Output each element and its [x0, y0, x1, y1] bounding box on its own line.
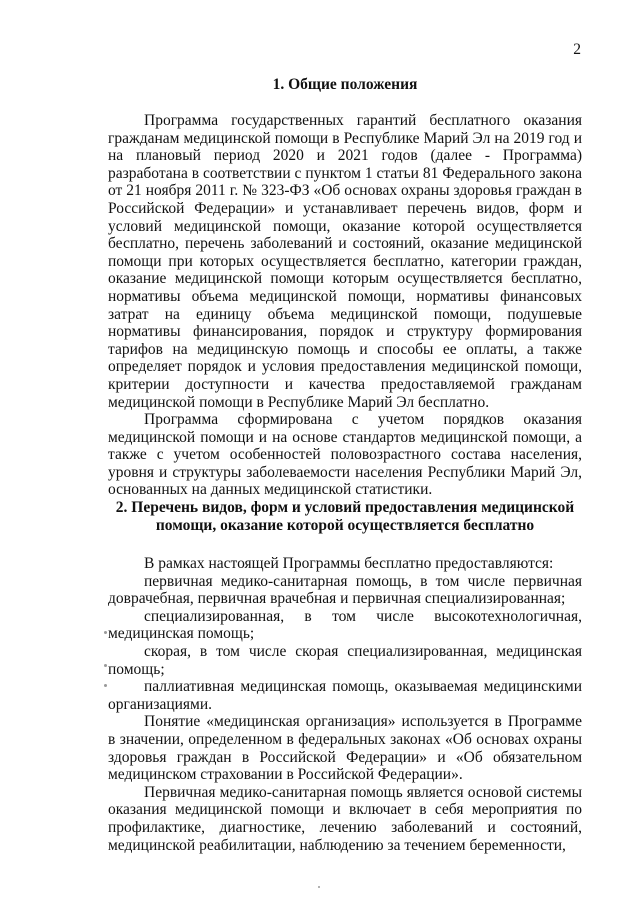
section-2-paragraph-7: Первичная медико-санитарная помощь является основой системы оказания медицинской помощи и включает в себя мероприятия по профилактике, диагностике, лечению заболеваний и состояний, медицинской реабилитации, наблюдению за течением беременности,: [108, 783, 582, 854]
section-2-paragraph-5: паллиативная медицинская помощь, оказываемая медицинскими организациями.: [108, 678, 582, 713]
section-1-heading: 1. Общие положения: [272, 76, 418, 93]
section-2-paragraph-1: В рамках настоящей Программы бесплатно предоставляются:: [144, 555, 554, 572]
section-1-paragraph-2: Программа сформирована с учетом порядков оказания медицинской помощи и на основе стандартов медицинской помощи, а также с учетом особенностей половозрастного состава населения, уровня и структуры заболеваемости населения Республики Марий Эл, основанных на данных медицинской статистики.: [108, 411, 582, 499]
scan-speck-2: [104, 664, 107, 667]
page-number: 2: [573, 41, 581, 58]
section-2-paragraph-4: скорая, в том числе скорая специализированная, медицинская помощь;: [108, 642, 582, 678]
section-2-body: [108, 555, 582, 854]
section-1-body: [108, 112, 582, 499]
scan-speck-4: [318, 886, 320, 888]
section-2-heading-line-1: 2. Перечень видов, форм и условий предоставления медицинской: [115, 499, 575, 516]
section-2-paragraph-6: Понятие «медицинская организация» используется в Программе в значении, определенном в федеральных законах «Об основах охраны здоровья граждан в Российской Федерации» и «Об обязательном медицинском страховании в Российской Федерации».: [108, 713, 582, 784]
section-1-paragraph-1: Программа государственных гарантий бесплатного оказания гражданам медицинской помощи в Республике Марий Эл на 2019 год и на плановый период 2020 и 2021 годов (далее - Программа) разработана в соответствии с пунктом 1 статьи 81 Федерального закона от 21 ноября 2011 г. № 323-ФЗ «Об основах охраны здоровья граждан в Российской Федерации» и устанавливает перечень видов, форм и условий медицинской помощи, оказание которой осуществляется бесплатно, перечень заболеваний и состояний, оказание медицинской помощи при которых осуществляется бесплатно, категории граждан, оказание медицинской помощи которым осуществляется бесплатно, нормативы объема медицинской помощи, нормативы финансовых затрат на единицу объема медицинской помощи, подушевые нормативы финансирования, порядок и структуру формирования тарифов на медицинскую помощь и способы ее оплаты, а также определяет порядок и условия предоставления медицинской помощи, критерии доступности и качества предоставляемой гражданам медицинской помощи в Республике Марий Эл бесплатно.: [108, 112, 582, 411]
scan-speck-3: [104, 684, 107, 687]
section-2-heading-line-2: помощи, оказание которой осуществляется бесплатно: [155, 517, 535, 534]
section-2-paragraph-2: первичная медико-санитарная помощь, в том числе первичная доврачебная, первичная врачебная и первичная специализированная;: [108, 572, 582, 608]
section-2-paragraph-3: специализированная, в том числе высокотехнологичная, медицинская помощь;: [108, 607, 582, 643]
scan-speck-1: [104, 631, 107, 634]
